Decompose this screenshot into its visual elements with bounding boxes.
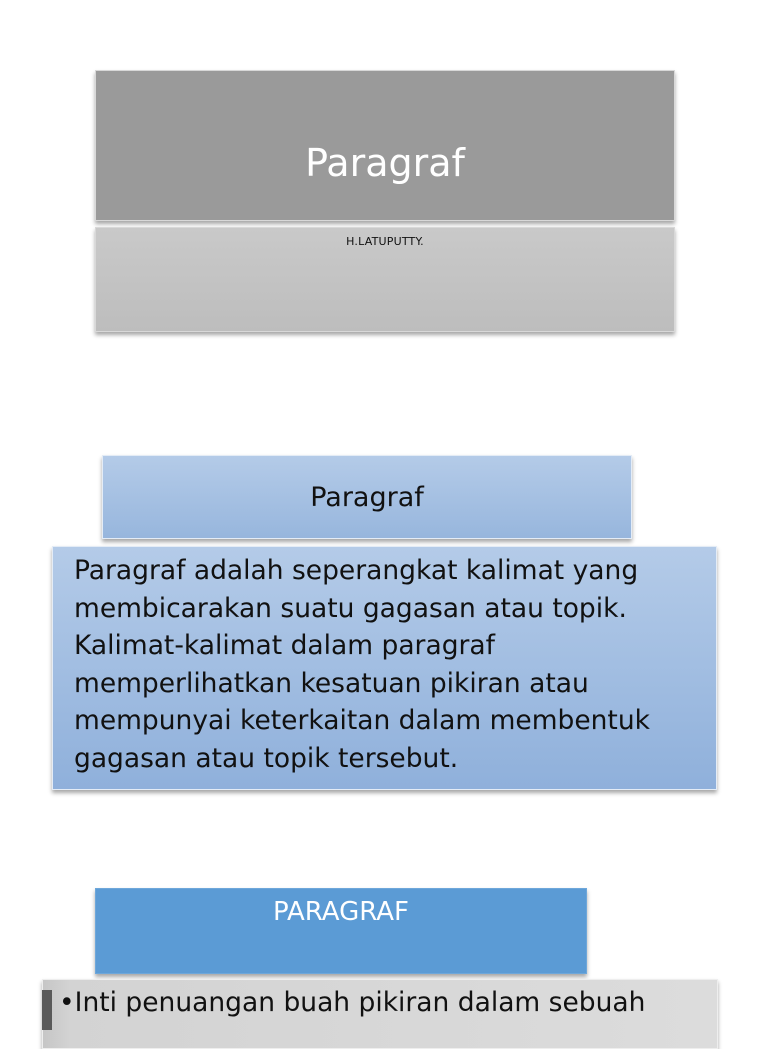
slide3-edge-shadow: [42, 990, 52, 1030]
slide2-title: Paragraf: [310, 482, 424, 513]
slide2-body-text: Paragraf adalah seperangkat kalimat yang membicarakan suatu gagasan atau topik. Kalimat-kalimat dalam paragraf memperlihatkan kesatuan pikiran atau mempunyai keterkaitan dalam membentuk gagasan atau topik tersebut.: [74, 555, 650, 774]
slide3-body-box: [42, 979, 718, 1049]
slide3-title: PARAGRAF: [272, 897, 410, 927]
slide1-title-box: [95, 70, 675, 221]
slide1-subtitle-box: [95, 227, 675, 332]
slide3-bullet-text: •Inti penuangan buah pikiran dalam sebuah: [59, 987, 646, 1018]
slide1-subtitle: H.LATUPUTTY.: [346, 235, 424, 248]
slide2-body-box: [52, 546, 717, 790]
slide2-title-box: [102, 455, 632, 539]
slide3-title-box: [95, 888, 587, 974]
slide1-title: Paragraf: [305, 140, 465, 185]
